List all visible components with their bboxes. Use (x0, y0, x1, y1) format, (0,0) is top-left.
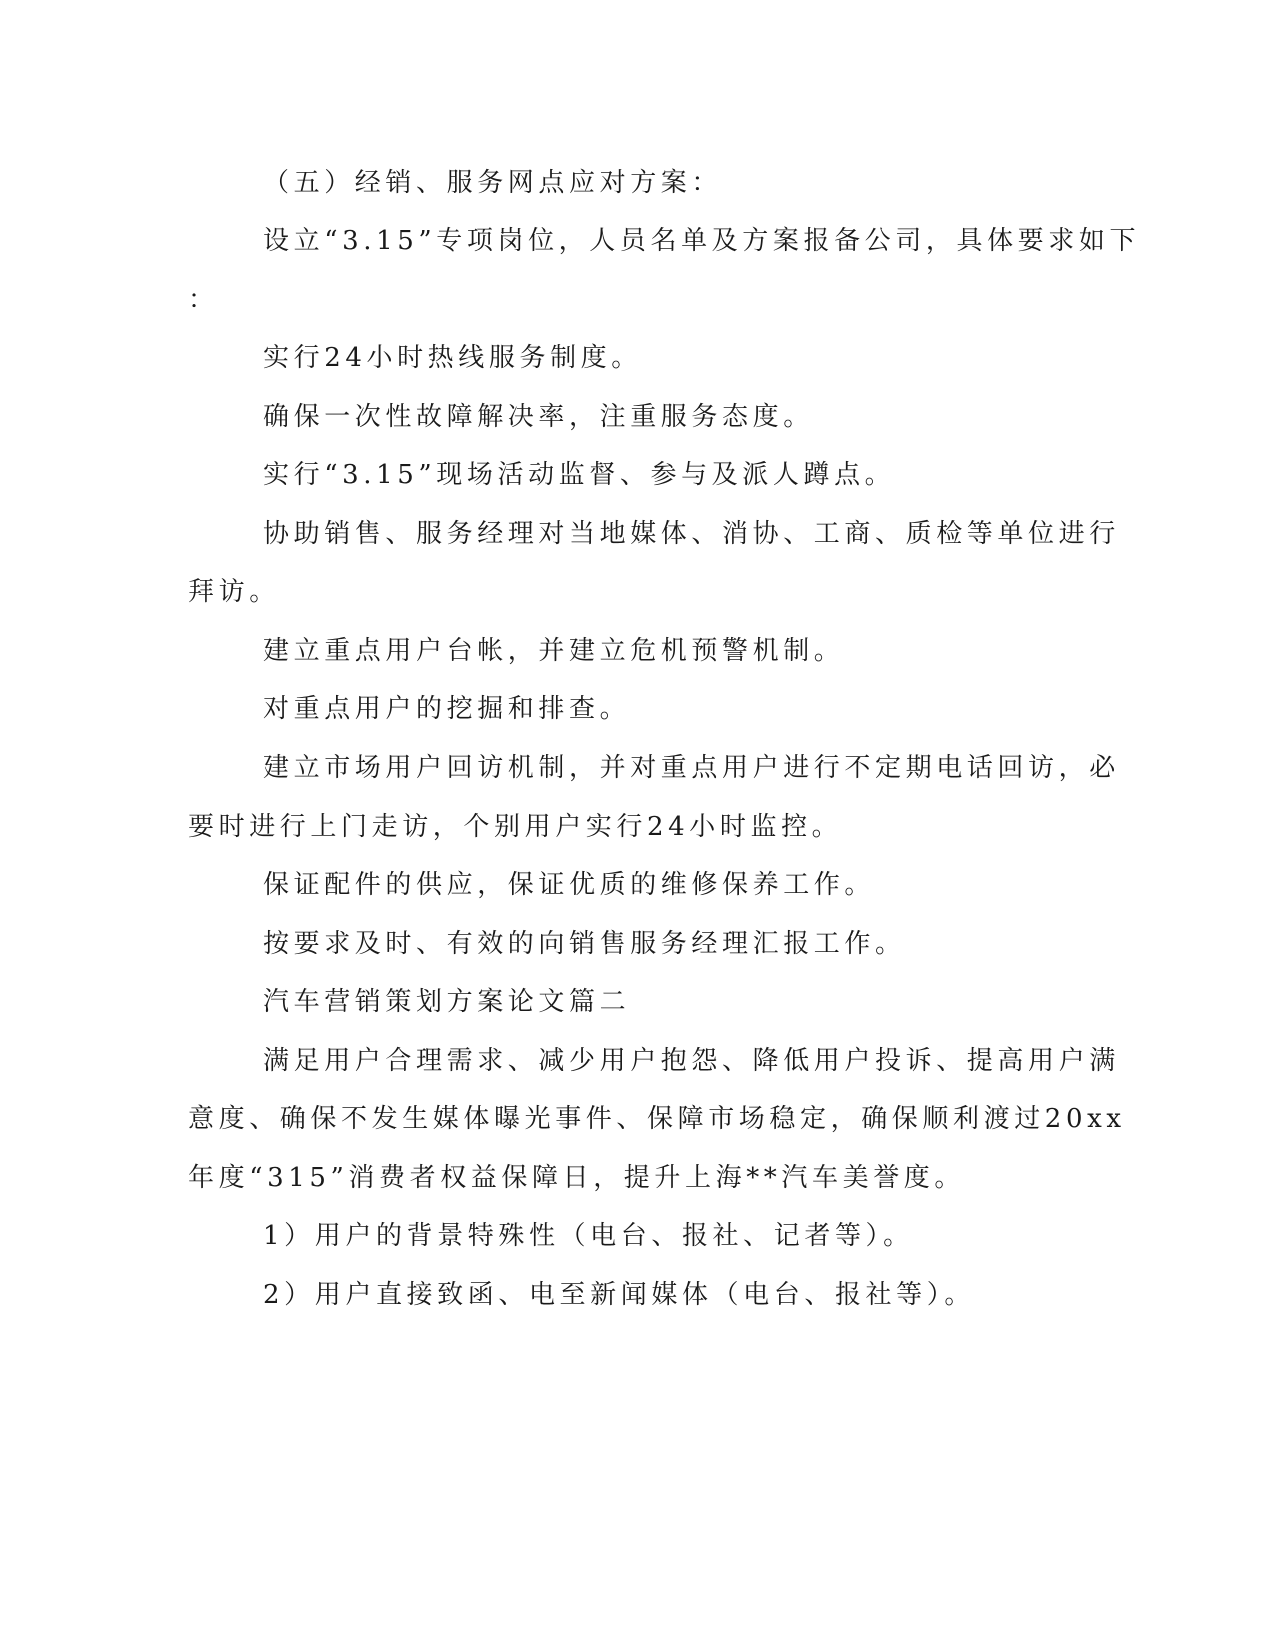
paragraph-line: 保证配件的供应，保证优质的维修保养工作。 (263, 870, 876, 900)
paragraph-line: ： (188, 285, 219, 315)
paragraph-line: 协助销售、服务经理对当地媒体、消协、工商、质检等单位进行 (263, 519, 1120, 549)
paragraph-line: 按要求及时、有效的向销售服务经理汇报工作。 (263, 929, 906, 959)
paragraph-line: 意度、确保不发生媒体曝光事件、保障市场稳定，确保顺利渡过20xx (188, 1104, 1126, 1134)
section-heading: （五）经销、服务网点应对方案： (263, 168, 723, 198)
paragraph-line: 实行“3.15”现场活动监督、参与及派人蹲点。 (263, 460, 896, 490)
paragraph-line: 要时进行上门走访，个别用户实行24小时监控。 (188, 812, 843, 842)
paragraph-line: 建立市场用户回访机制，并对重点用户进行不定期电话回访，必 (263, 753, 1120, 783)
article-title: 汽车营销策划方案论文篇二 (263, 987, 631, 1017)
paragraph-line: 满足用户合理需求、减少用户抱怨、降低用户投诉、提高用户满 (263, 1046, 1120, 1076)
paragraph-line: 年度“315”消费者权益保障日，提升上海**汽车美誉度。 (188, 1163, 966, 1193)
paragraph-line: 对重点用户的挖掘和排查。 (263, 694, 631, 724)
paragraph-line: 拜访。 (188, 577, 280, 607)
paragraph-line: 设立“3.15”专项岗位，人员名单及方案报备公司，具体要求如下 (263, 226, 1141, 256)
paragraph-line: 实行24小时热线服务制度。 (263, 343, 642, 373)
list-item: 1）用户的背景特殊性（电台、报社、记者等）。 (263, 1221, 914, 1251)
paragraph-line: 建立重点用户台帐，并建立危机预警机制。 (263, 636, 845, 666)
paragraph-line: 确保一次性故障解决率，注重服务态度。 (263, 402, 814, 432)
list-item: 2）用户直接致函、电至新闻媒体（电台、报社等）。 (263, 1280, 975, 1310)
